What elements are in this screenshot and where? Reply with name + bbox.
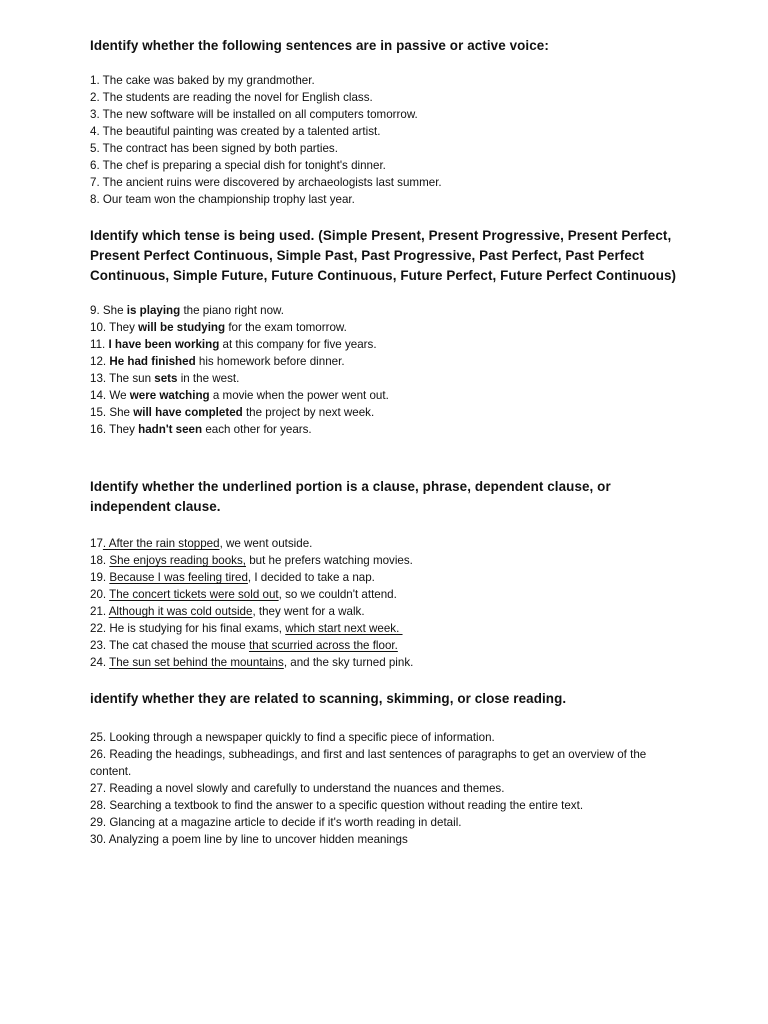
bold-verb: were watching: [129, 389, 210, 402]
item-text: , so we couldn't attend.: [278, 588, 397, 601]
question-item: [90, 569, 680, 586]
question-item: 30. Analyzing a poem line by line to uncover hidden meanings: [90, 833, 408, 846]
item-text: , I decided to take a nap.: [247, 571, 375, 584]
question-item: 7. The ancient ruins were discovered by archaeologists last summer.: [90, 176, 442, 189]
question-item: 2. The students are reading the novel for English class.: [90, 91, 373, 104]
question-list: [90, 302, 690, 438]
question-item: [90, 535, 680, 552]
question-item: [90, 336, 690, 353]
question-item: 8. Our team won the championship trophy last year.: [90, 193, 355, 206]
item-text: 24.: [90, 656, 110, 669]
question-item: [90, 421, 690, 438]
item-text: each other for years.: [202, 423, 312, 436]
item-text: for the exam tomorrow.: [225, 321, 347, 334]
item-text: at this company for five years.: [219, 338, 377, 351]
item-text: 12.: [90, 355, 110, 368]
question-item: [90, 637, 680, 654]
item-text: 17: [90, 537, 103, 550]
question-item: 26. Reading the headings, subheadings, and first and last sentences of paragraphs to get an overview of the content.: [90, 748, 647, 778]
question-item: [90, 620, 680, 637]
underlined-portion: The concert tickets were sold out: [109, 588, 279, 601]
bold-verb: is playing: [126, 304, 181, 317]
bold-verb: He had finished: [109, 355, 196, 368]
question-item: [90, 654, 680, 671]
item-text: the project by next week.: [242, 406, 375, 419]
question-item: 1. The cake was baked by my grandmother.: [90, 74, 315, 87]
bold-verb: hadn't seen: [138, 423, 203, 436]
item-text: 16. They: [90, 423, 139, 436]
item-text: 19.: [90, 571, 110, 584]
item-text: 9. She: [90, 304, 127, 317]
question-item: [90, 370, 690, 387]
underlined-portion: She enjoys reading books,: [109, 554, 246, 567]
section-clause: [90, 477, 680, 671]
section-heading: Identify whether the following sentences are in passive or active voice:: [90, 38, 549, 53]
question-item: [90, 302, 690, 319]
item-text: 13. The sun: [90, 372, 155, 385]
question-item: 5. The contract has been signed by both parties.: [90, 142, 338, 155]
item-text: 22. He is studying for his final exams,: [90, 622, 286, 635]
underlined-portion: . After the rain stopped: [102, 537, 220, 550]
question-item: [90, 319, 690, 336]
bold-verb: I have been working: [108, 338, 220, 351]
item-text: 18.: [90, 554, 110, 567]
section-heading: Identify which tense is being used. (Simple Present, Present Progressive, Present Perfect, Present Perfect Continuous, Simple Past, Past Progressive, Past Perfect, Past Perfect Continuous, Simple Future, Future Continuous, Future Perfect, Future Perfect Continuous): [90, 228, 677, 283]
item-text: 15. She: [90, 406, 134, 419]
item-text: 20.: [90, 588, 110, 601]
question-list: [90, 729, 690, 848]
item-text: a movie when the power went out.: [209, 389, 389, 402]
question-item: 29. Glancing at a magazine article to decide if it's worth reading in detail.: [90, 816, 462, 829]
question-item: 28. Searching a textbook to find the answer to a specific question without reading the entire text.: [90, 799, 584, 812]
underlined-portion: Although it was cold outside: [108, 605, 253, 618]
question-list: [90, 535, 680, 671]
item-text: 23. The cat chased the mouse: [90, 639, 249, 652]
item-text: , and the sky turned pink.: [283, 656, 414, 669]
underlined-portion: Because I was feeling tired: [109, 571, 248, 584]
underlined-portion: The sun set behind the mountains: [109, 656, 284, 669]
question-item: [90, 404, 690, 421]
question-item: [90, 552, 680, 569]
item-text: 11.: [90, 338, 109, 351]
item-text: his homework before dinner.: [195, 355, 345, 368]
question-item: [90, 586, 680, 603]
underlined-portion: which start next week.: [285, 622, 403, 635]
item-text: , we went outside.: [219, 537, 313, 550]
question-item: 6. The chef is preparing a special dish for tonight's dinner.: [90, 159, 386, 172]
question-item: [90, 603, 680, 620]
question-item: 27. Reading a novel slowly and carefully to understand the nuances and themes.: [90, 782, 505, 795]
section-voice: [90, 36, 690, 208]
bold-verb: sets: [154, 372, 178, 385]
question-item: [90, 387, 690, 404]
question-list: [90, 72, 690, 208]
item-text: 14. We: [90, 389, 130, 402]
question-item: 3. The new software will be installed on all computers tomorrow.: [90, 108, 418, 121]
item-text: in the west.: [177, 372, 240, 385]
item-text: but he prefers watching movies.: [245, 554, 413, 567]
section-reading: [90, 689, 690, 848]
item-text: 21.: [90, 605, 109, 618]
item-text: 10. They: [90, 321, 139, 334]
question-item: 4. The beautiful painting was created by a talented artist.: [90, 125, 381, 138]
question-item: 25. Looking through a newspaper quickly to find a specific piece of information.: [90, 731, 495, 744]
item-text: , they went for a walk.: [252, 605, 365, 618]
item-text: the piano right now.: [180, 304, 285, 317]
question-item: [90, 353, 690, 370]
bold-verb: will have completed: [133, 406, 243, 419]
section-tense: [90, 226, 690, 438]
bold-verb: will be studying: [138, 321, 226, 334]
section-heading: identify whether they are related to scanning, skimming, or close reading.: [90, 691, 567, 706]
underlined-portion: that scurried across the floor.: [248, 639, 398, 652]
section-heading: Identify whether the underlined portion is a clause, phrase, dependent clause, or independent clause.: [90, 479, 611, 514]
